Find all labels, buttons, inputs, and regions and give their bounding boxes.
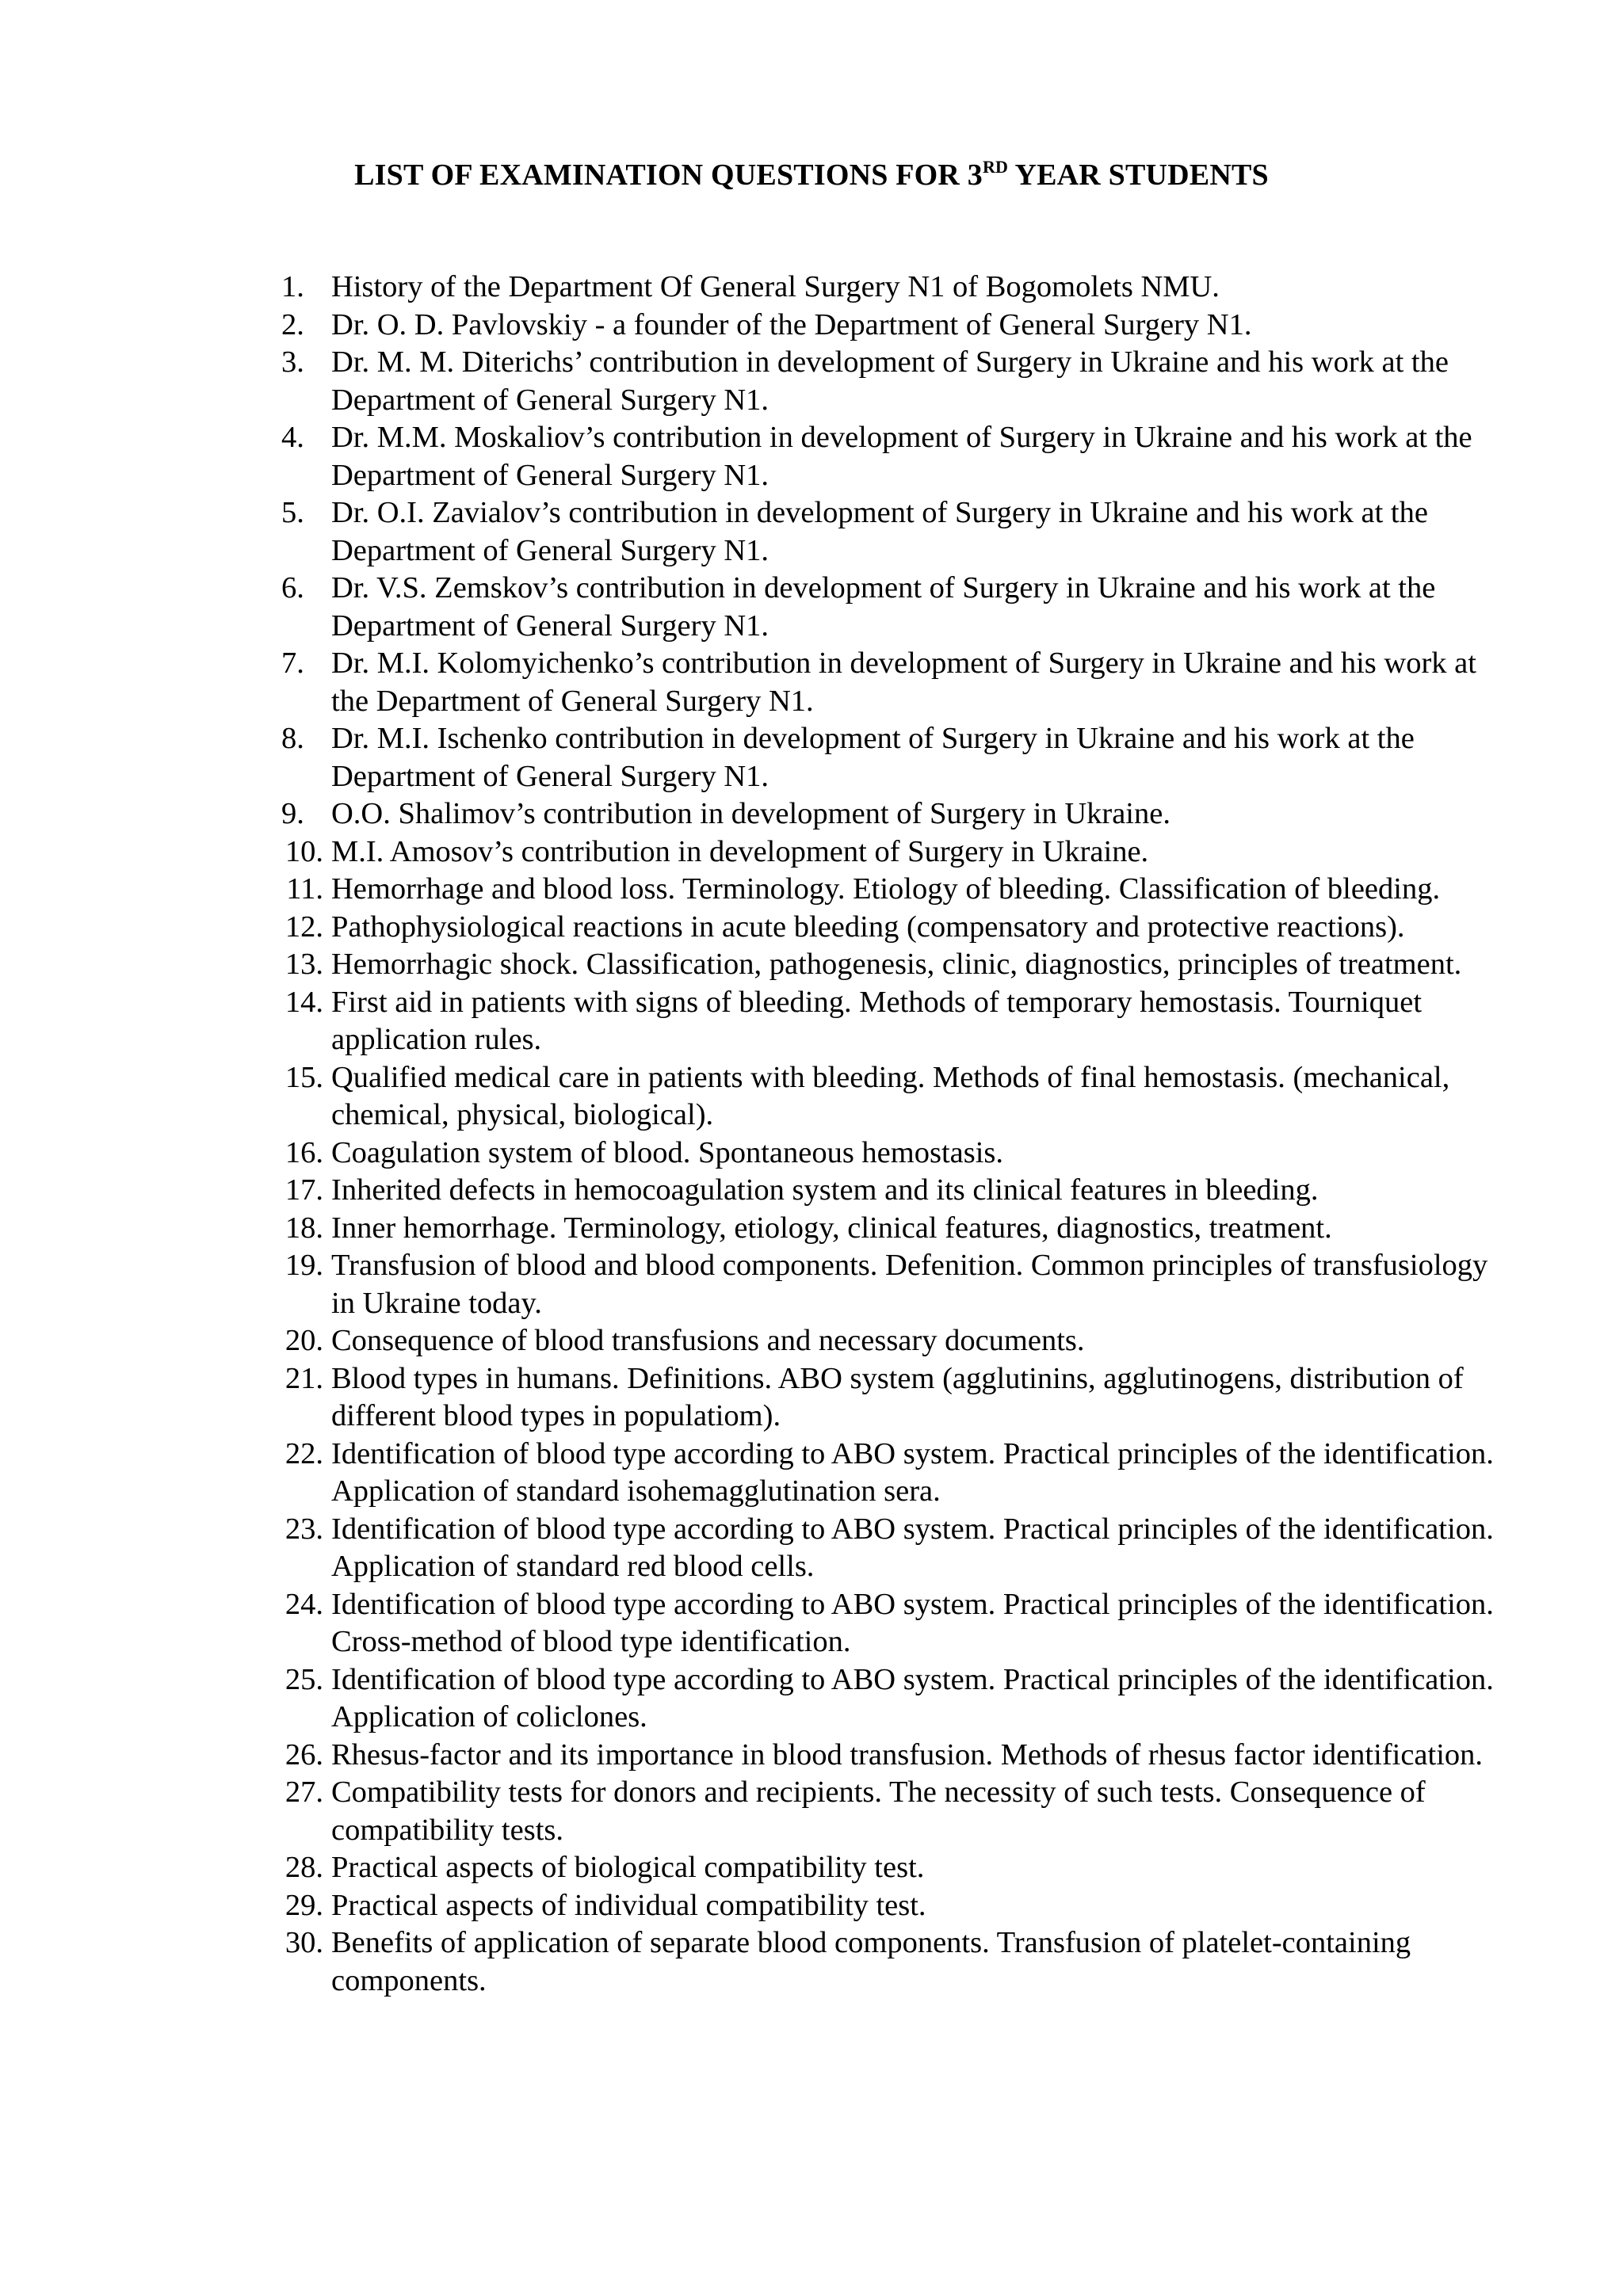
question-item (0, 833, 1512, 871)
question-number: 4. (281, 421, 304, 454)
question-text: Practical aspects of biological compatibility test. (331, 1851, 925, 1884)
question-number: 24. (285, 1587, 323, 1621)
question-number: 27. (285, 1775, 323, 1809)
question-item (0, 1774, 1512, 1849)
question-text: Identification of blood type according to ABO system. Practical principles of the identification. Application of standard isohemagglutination sera. (331, 1436, 1494, 1508)
question-item (0, 1059, 1512, 1135)
question-text: Coagulation system of blood. Spontaneous hemostasis. (331, 1135, 1004, 1169)
question-number: 30. (285, 1926, 323, 1959)
question-number: 2. (281, 307, 304, 341)
question-item (0, 871, 1512, 909)
question-item (0, 1887, 1512, 1925)
question-number: 3. (281, 345, 304, 379)
question-item (0, 307, 1512, 345)
question-item (0, 645, 1512, 720)
question-number: 18. (285, 1211, 323, 1245)
question-text: Blood types in humans. Definitions. ABO system (agglutinins, agglutinogens, distribution of different blood types in populatiom). (331, 1361, 1464, 1432)
question-number: 22. (285, 1436, 323, 1470)
question-number: 19. (285, 1249, 323, 1282)
question-text: Rhesus-factor and its importance in blood transfusion. Methods of rhesus factor identification. (331, 1737, 1484, 1772)
question-text: Inner hemorrhage. Terminology, etiology, clinical features, diagnostics, treatment. (331, 1211, 1332, 1245)
question-number: 14. (285, 985, 323, 1019)
question-item (0, 795, 1512, 833)
question-item (0, 344, 1512, 419)
question-item (0, 1210, 1512, 1248)
question-number: 25. (285, 1662, 323, 1696)
question-text: First aid in patients with signs of bleeding. Methods of temporary hemostasis. Tourniquet application rules. (331, 985, 1423, 1056)
question-number: 1. (281, 270, 304, 303)
question-number: 8. (281, 722, 304, 755)
question-text: Dr. O.I. Zavialov’s contribution in development of Surgery in Ukraine and his work at the Department of General Surgery N1. (331, 496, 1428, 567)
question-text: Compatibility tests for donors and recipients. The necessity of such tests. Consequence of compatibility tests. (331, 1775, 1426, 1847)
question-text: Practical aspects of individual compatibility test. (331, 1888, 926, 1922)
question-text: Benefits of application of separate blood components. Transfusion of platelet-containing components. (331, 1926, 1411, 1997)
question-text: Identification of blood type according to ABO system. Practical principles of the identification. Cross-method of blood type identification. (331, 1587, 1494, 1658)
question-list (0, 269, 1623, 2000)
question-text: M.I. Amosov’s contribution in development of Surgery in Ukraine. (331, 834, 1149, 868)
question-item (0, 909, 1512, 947)
question-number: 26. (285, 1737, 323, 1772)
question-item (0, 570, 1512, 645)
question-item (0, 1924, 1512, 2000)
question-item (0, 946, 1512, 984)
question-item (0, 720, 1512, 795)
question-item (0, 1360, 1512, 1436)
question-number: 23. (285, 1512, 323, 1546)
question-text: Identification of blood type according to ABO system. Practical principles of the identification. Application of standard red blood cells. (331, 1512, 1494, 1583)
question-number: 11. (286, 872, 323, 906)
question-text: Dr. M.I. Ischenko contribution in development of Surgery in Ukraine and his work at the Department of General Surgery N1. (331, 722, 1415, 793)
question-number: 10. (285, 834, 323, 868)
question-item (0, 1436, 1512, 1511)
question-text: Dr. O. D. Pavlovskiy - a founder of the Department of General Surgery N1. (331, 307, 1252, 341)
question-text: Hemorrhage and blood loss. Terminology. Etiology of bleeding. Classification of bleeding. (331, 872, 1441, 906)
question-number: 28. (285, 1851, 323, 1884)
title-tail: YEAR STUDENTS (1008, 158, 1269, 192)
question-number: 12. (285, 910, 323, 944)
question-text: Dr. M.M. Moskaliov’s contribution in development of Surgery in Ukraine and his work at the Department of General Surgery N1. (331, 421, 1472, 492)
question-text: Consequence of blood transfusions and necessary documents. (331, 1324, 1085, 1357)
question-item (0, 1511, 1512, 1586)
question-text: Dr. M.I. Kolomyichenko’s contribution in development of Surgery in Ukraine and his work at the Department of General Surgery N1. (331, 646, 1476, 718)
title-superscript: RD (982, 157, 1009, 177)
question-item (0, 1247, 1512, 1322)
question-number: 13. (285, 948, 323, 981)
question-number: 15. (285, 1060, 323, 1094)
question-item (0, 419, 1512, 494)
question-number: 29. (285, 1888, 323, 1922)
title-main: LIST OF EXAMINATION QUESTIONS FOR 3 (354, 158, 983, 192)
question-item (0, 984, 1512, 1059)
question-number: 21. (285, 1361, 323, 1395)
question-item (0, 1661, 1512, 1737)
question-item (0, 1135, 1512, 1173)
question-text: Identification of blood type according to ABO system. Practical principles of the identification. Application of coliclones. (331, 1662, 1494, 1733)
question-number: 17. (285, 1173, 323, 1207)
question-item (0, 1586, 1512, 1661)
question-text: O.O. Shalimov’s contribution in development of Surgery in Ukraine. (331, 797, 1170, 830)
question-item (0, 494, 1512, 570)
question-text: History of the Department Of General Surgery N1 of Bogomolets NMU. (331, 270, 1220, 303)
question-number: 6. (281, 571, 304, 605)
question-number: 20. (285, 1324, 323, 1357)
question-text: Dr. M. M. Diterichs’ contribution in development of Surgery in Ukraine and his work at the Department of General Surgery N1. (331, 345, 1449, 417)
question-item (0, 1737, 1512, 1775)
question-item (0, 1849, 1512, 1887)
question-item (0, 1322, 1512, 1360)
question-text: Qualified medical care in patients with bleeding. Methods of final hemostasis. (mechanical, chemical, physical, biological). (331, 1060, 1450, 1131)
question-text: Transfusion of blood and blood components. Defenition. Common principles of transfusiology in Ukraine today. (331, 1249, 1488, 1320)
question-number: 7. (281, 646, 304, 680)
question-number: 5. (281, 496, 304, 529)
question-text: Dr. V.S. Zemskov’s contribution in development of Surgery in Ukraine and his work at the Department of General Surgery N1. (331, 571, 1436, 643)
question-text: Hemorrhagic shock. Classification, pathogenesis, clinic, diagnostics, principles of treatment. (331, 948, 1462, 981)
question-text: Inherited defects in hemocoagulation system and its clinical features in bleeding. (331, 1173, 1319, 1207)
question-item (0, 1172, 1512, 1210)
page-title (0, 155, 1623, 195)
question-item (0, 269, 1512, 307)
question-number: 9. (281, 797, 304, 830)
question-text: Pathophysiological reactions in acute bleeding (compensatory and protective reactions). (331, 910, 1405, 944)
question-number: 16. (285, 1135, 323, 1169)
